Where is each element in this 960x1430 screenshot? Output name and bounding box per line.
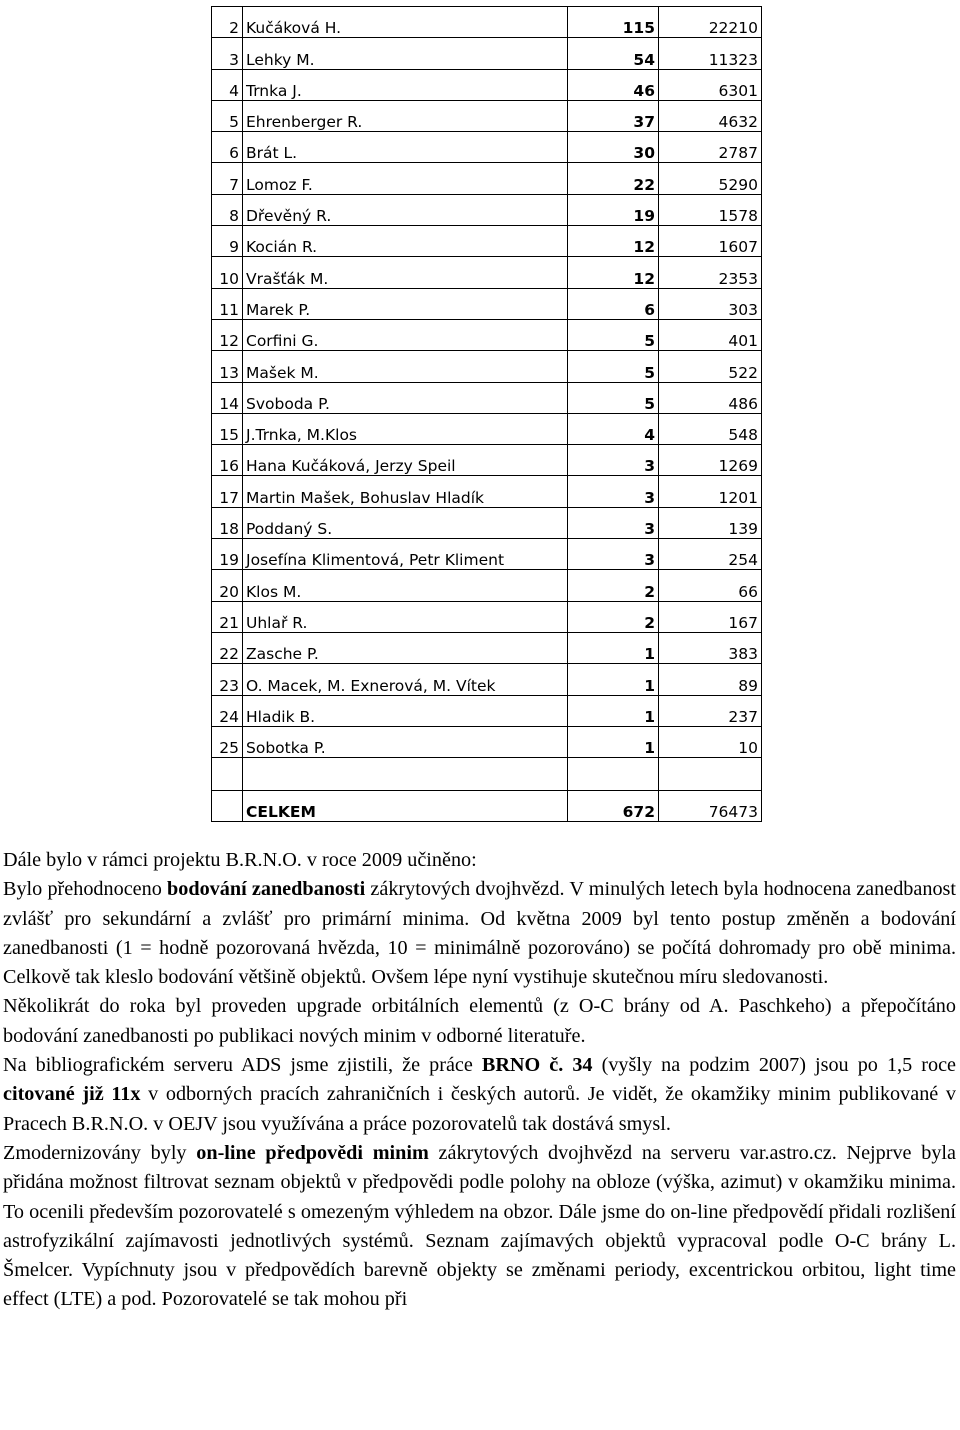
total-cell: 237 <box>659 695 762 726</box>
total-cell: 4632 <box>659 100 762 131</box>
rank-cell: 2 <box>212 7 243 38</box>
results-table-body <box>212 7 762 822</box>
observer-name-cell: Vrašťák M. <box>243 257 568 288</box>
count-cell: 30 <box>568 132 659 163</box>
observer-name-cell: Hana Kučáková, Jerzy Speil <box>243 445 568 476</box>
total-cell: 1578 <box>659 194 762 225</box>
total-cell: 1269 <box>659 445 762 476</box>
rank-cell: 3 <box>212 38 243 69</box>
total-cell: 10 <box>659 726 762 757</box>
count-cell: 19 <box>568 194 659 225</box>
rank-cell: 9 <box>212 226 243 257</box>
total-cell: 548 <box>659 413 762 444</box>
table-row <box>212 351 762 382</box>
empty-cell <box>212 758 243 791</box>
observer-name-cell: Mašek M. <box>243 351 568 382</box>
observer-name-cell: J.Trnka, M.Klos <box>243 413 568 444</box>
total-cell: 522 <box>659 351 762 382</box>
paragraph-orbital-elements: Několikrát do roka byl proveden upgrade orbitálních elementů (z O-C brány od A. Paschkeho) a přepočítáno bodování zanedbanosti po publikaci nových minim v odborné literatuře. <box>3 995 956 1047</box>
paragraph-neglect-scoring: Bylo přehodnoceno bodování zanedbanosti zákrytových dvojhvězd. V minulých letech byla hodnocena zanedbanost zvlášť pro sekundární a zvlášť pro primární minima. Od května 2009 byl tento postup změněn a bodování zanedbanosti (1 = hodně pozorovaná hvězda, 10 = minimálně pozorováno) se počítá dohromady pro obě minima. Celkově tak kleslo bodování většině objektů. Ovšem lépe nyní vystihuje skutečnou míru sledovanosti. <box>3 878 956 989</box>
count-cell: 1 <box>568 664 659 695</box>
observer-name-cell: Martin Mašek, Bohuslav Hladík <box>243 476 568 507</box>
rank-cell: 24 <box>212 695 243 726</box>
count-cell: 3 <box>568 445 659 476</box>
table-row <box>212 726 762 757</box>
count-cell: 1 <box>568 726 659 757</box>
observer-name-cell: Ehrenberger R. <box>243 100 568 131</box>
table-row <box>212 601 762 632</box>
total-cell: 486 <box>659 382 762 413</box>
paragraph-ads-citations: Na bibliografickém serveru ADS jsme zjistili, že práce BRNO č. 34 (vyšly na podzim 2007) jsou po 1,5 roce citované již 11x v odborných pracích zahraničních i českých autorů. Je vidět, že okamžiky minim publikované v Pracech B.R.N.O. v OEJV jsou využívána a práce pozorovatelů tak dostává smysl. <box>3 1054 956 1135</box>
count-cell: 2 <box>568 570 659 601</box>
total-cell: 401 <box>659 319 762 350</box>
table-row <box>212 695 762 726</box>
rank-cell: 11 <box>212 288 243 319</box>
rank-cell: 5 <box>212 100 243 131</box>
total-cell: 1201 <box>659 476 762 507</box>
rank-cell: 7 <box>212 163 243 194</box>
rank-cell: 12 <box>212 319 243 350</box>
table-row <box>212 69 762 100</box>
results-table-wrapper <box>211 6 758 822</box>
rank-cell: 17 <box>212 476 243 507</box>
rank-cell: 19 <box>212 539 243 570</box>
count-cell: 115 <box>568 7 659 38</box>
count-cell: 5 <box>568 319 659 350</box>
table-row <box>212 257 762 288</box>
total-rank-cell <box>212 791 243 822</box>
observer-name-cell: Dřevěný R. <box>243 194 568 225</box>
table-row <box>212 382 762 413</box>
table-row <box>212 507 762 538</box>
table-row <box>212 413 762 444</box>
total-cell: 2787 <box>659 132 762 163</box>
table-row <box>212 539 762 570</box>
observer-name-cell: Sobotka P. <box>243 726 568 757</box>
count-cell: 6 <box>568 288 659 319</box>
table-row <box>212 476 762 507</box>
observer-name-cell: Trnka J. <box>243 69 568 100</box>
count-cell: 2 <box>568 601 659 632</box>
count-cell: 22 <box>568 163 659 194</box>
table-row <box>212 664 762 695</box>
total-row <box>212 791 762 822</box>
observer-name-cell: Lehky M. <box>243 38 568 69</box>
paragraph-online-predictions: Zmodernizovány byly on-line předpovědi minim zákrytových dvojhvězd na serveru var.astro.cz. Nejprve byla přidána možnost filtrovat seznam objektů v předpovědi podle polohy na obloze (výška, azimut) v okamžiku minima. To ocenili především pozorovatelé s omezeným výhledem na obzor. Dále jsme do on-line předpovědí přidali rozlišení astrofyzikální zajímavosti jednotlivých systémů. Seznam zajímavých objektů vypracoval podle O-C brány L. Šmelcer. Vypíchnuty jsou v předpovědích barevně objekty se změnami periody, excentrickou orbitou, light time effect (LTE) a pod. Pozorovatelé se tak mohou při <box>3 1141 956 1311</box>
total-cell: 139 <box>659 507 762 538</box>
rank-cell: 15 <box>212 413 243 444</box>
rank-cell: 14 <box>212 382 243 413</box>
count-cell: 4 <box>568 413 659 444</box>
observer-name-cell: Klos M. <box>243 570 568 601</box>
total-label-cell: CELKEM <box>243 791 568 822</box>
observer-name-cell: O. Macek, M. Exnerová, M. Vítek <box>243 664 568 695</box>
table-row <box>212 38 762 69</box>
observer-name-cell: Zasche P. <box>243 632 568 663</box>
table-row <box>212 132 762 163</box>
count-cell: 3 <box>568 539 659 570</box>
observer-name-cell: Hladik B. <box>243 695 568 726</box>
total-cell: 167 <box>659 601 762 632</box>
count-cell: 54 <box>568 38 659 69</box>
table-row <box>212 570 762 601</box>
count-cell: 12 <box>568 226 659 257</box>
count-cell: 46 <box>568 69 659 100</box>
empty-cell <box>568 758 659 791</box>
rank-cell: 21 <box>212 601 243 632</box>
count-cell: 1 <box>568 632 659 663</box>
table-row <box>212 163 762 194</box>
empty-cell <box>243 758 568 791</box>
rank-cell: 25 <box>212 726 243 757</box>
rank-cell: 10 <box>212 257 243 288</box>
table-row <box>212 288 762 319</box>
observer-name-cell: Josefína Klimentová, Petr Kliment <box>243 539 568 570</box>
observer-name-cell: Kučáková H. <box>243 7 568 38</box>
observer-name-cell: Poddaný S. <box>243 507 568 538</box>
total-cell: 66 <box>659 570 762 601</box>
observer-name-cell: Kocián R. <box>243 226 568 257</box>
table-row <box>212 445 762 476</box>
paragraph-intro: Dále bylo v rámci projektu B.R.N.O. v roce 2009 učiněno: <box>3 849 477 871</box>
table-row <box>212 7 762 38</box>
count-cell: 3 <box>568 476 659 507</box>
total-cell: 89 <box>659 664 762 695</box>
total-cell: 11323 <box>659 38 762 69</box>
rank-cell: 22 <box>212 632 243 663</box>
observer-name-cell: Corfini G. <box>243 319 568 350</box>
report-text <box>3 846 956 1315</box>
total-cell: 383 <box>659 632 762 663</box>
count-cell: 5 <box>568 351 659 382</box>
table-row <box>212 100 762 131</box>
total-cell: 22210 <box>659 7 762 38</box>
total-cell: 254 <box>659 539 762 570</box>
total-count-cell: 672 <box>568 791 659 822</box>
rank-cell: 4 <box>212 69 243 100</box>
count-cell: 37 <box>568 100 659 131</box>
count-cell: 12 <box>568 257 659 288</box>
count-cell: 1 <box>568 695 659 726</box>
count-cell: 3 <box>568 507 659 538</box>
table-row <box>212 194 762 225</box>
empty-row <box>212 758 762 791</box>
table-row <box>212 226 762 257</box>
rank-cell: 16 <box>212 445 243 476</box>
total-cell: 1607 <box>659 226 762 257</box>
observer-results-table <box>211 6 762 822</box>
total-cell: 2353 <box>659 257 762 288</box>
total-cell: 6301 <box>659 69 762 100</box>
observer-name-cell: Marek P. <box>243 288 568 319</box>
rank-cell: 6 <box>212 132 243 163</box>
observer-name-cell: Svoboda P. <box>243 382 568 413</box>
rank-cell: 23 <box>212 664 243 695</box>
total-cell: 5290 <box>659 163 762 194</box>
observer-name-cell: Brát L. <box>243 132 568 163</box>
rank-cell: 18 <box>212 507 243 538</box>
observer-name-cell: Lomoz F. <box>243 163 568 194</box>
total-sum-cell: 76473 <box>659 791 762 822</box>
rank-cell: 8 <box>212 194 243 225</box>
empty-cell <box>659 758 762 791</box>
observer-name-cell: Uhlař R. <box>243 601 568 632</box>
count-cell: 5 <box>568 382 659 413</box>
rank-cell: 20 <box>212 570 243 601</box>
table-row <box>212 632 762 663</box>
total-cell: 303 <box>659 288 762 319</box>
rank-cell: 13 <box>212 351 243 382</box>
table-row <box>212 319 762 350</box>
